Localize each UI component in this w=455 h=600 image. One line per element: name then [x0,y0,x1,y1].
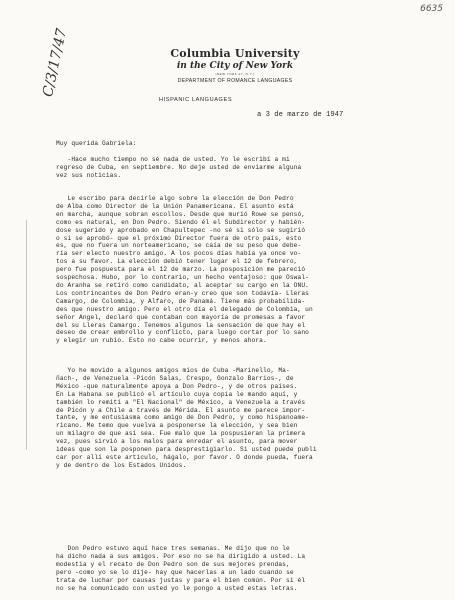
letter-date: a 3 de marzo de 1947 [257,111,344,119]
paragraph-2: Le escribo para decirle algo sobre la elección de Don Pedro de Alba como Director de la Unión Panamericana. El asunto está en marcha, aunque sobran escollos. Desde que murió Rowe se pensó, como es natural, en Don Pedro. Siendo él el Subdirector y habién- dose sugerido y aprobado en Chapultepec -no sé si sólo se sugirió o si se aprobó- que el próximo Director fuera de otro país, esto es, que no fuera un norteamericano, se caía de su peso que debe- ría ser electo nuestro amigo. A los pocos días había ya once vo- tos a su favor. La elección debió tener lugar el 12 de febrero, pero fue pospuesta para el 12 de marzo. La posposición me pareció sospechosa. Hubo, por lo contrario, un hecho ventajoso: que Oswal- do Aranha se retiró como candidato, al aceptar su cargo en la ONU. Los contrincantes de Don Pedro eran-y creo que son todavía- Lleras Camargo, de Colombia, y Alfaro, de Panamá. Tiene más probabilida- des que nuestro amigo. Pero el otro día el delegado de Colombia, un señor Angel, declaró que contaban con mayoría de promesas a favor del su Lleras Camargo. Tenemos algunos la sensación de que hay el deseo de crear embrollo y conflicto, para luego cortar por lo sano y elegir un rubio. Esto no cabe ocurrir, y menos ahora. [56,195,313,345]
paragraph-4: Don Pedro estuvo aquí hace tres semanas. Me dijo que no le ha dicho nada a sus amigos. Por eso no se ha dirigido a usted. La modestia y el recato de Don Pedro son de sus mejores prendas, pero -como yo se lo dije- hay que hacerlas a un lado cuando se trata de luchar por causas justas y para el bien común. Por si él no se ha comunicado con usted yo le pongo a usted estas letras. [56,545,306,592]
paragraph-1: -Hace mucho tiempo no sé nada de usted. Yo le escribí a mi regreso de Cuba, en septiembre. No deje usted de enviarme alguna vez sus noticias. [56,156,302,179]
margin-fold-line [26,220,27,450]
letterhead [160,47,310,84]
letterhead-city: in the City of New York [176,61,294,71]
paragraph-3: Yo he movido a algunos amigos míos de Cuba -Marinello, Ma- ñach-, de Venezuela -Picón Salas, Crespo, Gonzalo Barrios-, de México -que naturalmente apoya a Don Pedro-, y de otros países. En La Habana se publicó el artículo cuya copia le mando aquí, y también lo remití a "El Nacional" de México, a Venezuela a través de Picón y a Chile a través de Mérida. El asunto me parece impor- tante, y me entusiasma como amigo de Don Pedro, y como hispanoame- ricano. Me temo que vuelva a posponerse la elección, y sea bien un milagro de que así sea. Fue malo que la pospusieran la primera vez, pues sirvió a los malos para enredar el asunto, para mover ideas que son la posponen para desprestigiarlo. Si usted puede publi car por allí este artículo, hágalo, por favor. O donde pueda, fuera y de dentro de los Estados Unidos. [56,367,317,469]
handwritten-date-annotation: C/3/17/47 [40,27,71,99]
salutation: Muy querida Gabriela: [56,140,137,147]
letterhead-department: DEPARTMENT OF ROMANCE LANGUAGES [177,78,293,84]
archive-reference-number: 6635 [420,4,443,14]
letterhead-subdepartment: HISPANIC LANGUAGES [159,97,233,103]
letterhead-address: [NEW YORK 27, N.Y.] [215,72,255,76]
letterhead-university: Columbia University [170,47,300,60]
